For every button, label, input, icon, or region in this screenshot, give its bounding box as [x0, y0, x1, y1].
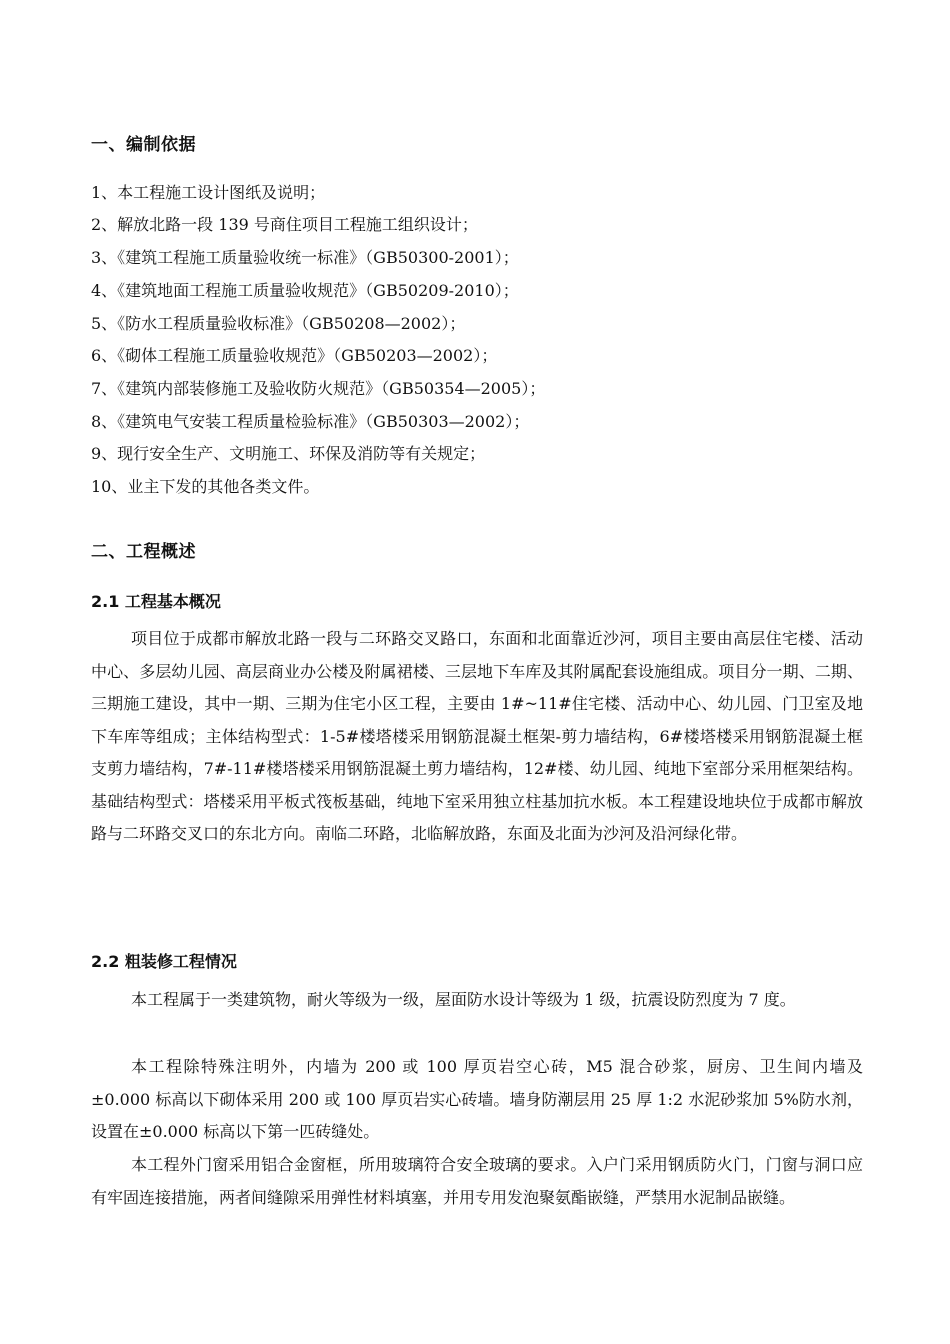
- basis-item-1: 1、本工程施工设计图纸及说明；: [91, 183, 326, 202]
- basis-item-10: 10、业主下发的其他各类文件。: [91, 477, 320, 496]
- subsection-2-2-paragraph-3: 本工程外门窗采用铝合金窗框，所用玻璃符合安全玻璃的要求。入户门采用钢质防火门，门窗与洞口应有牢固连接措施，两者间缝隙采用弹性材料填塞，并用专用发泡聚氨酯嵌缝，严禁用水泥制品嵌缝。: [91, 1155, 863, 1207]
- subsection-2-1-heading: 2.1 工程基本概况: [91, 592, 221, 611]
- basis-item-5: 5、《防水工程质量验收标准》（GB50208—2002）；: [91, 314, 466, 333]
- basis-item-3: 3、《建筑工程施工质量验收统一标准》（GB50300-2001）；: [91, 248, 519, 267]
- section-2-heading: 二、工程概述: [91, 542, 196, 562]
- basis-item-7: 7、《建筑内部装修施工及验收防火规范》（GB50354—2005）；: [91, 379, 546, 398]
- subsection-2-2-paragraph-1: 本工程属于一类建筑物，耐火等级为一级，屋面防水设计等级为 1 级，抗震设防烈度为 7 度。: [131, 990, 796, 1009]
- basis-item-4: 4、《建筑地面工程施工质量验收规范》（GB50209-2010）；: [91, 281, 519, 300]
- basis-item-8: 8、《建筑电气安装工程质量检验标准》（GB50303—2002）；: [91, 412, 530, 431]
- subsection-2-2-paragraph-2: 本工程除特殊注明外，内墙为 200 或 100 厚页岩空心砖，M5 混合砂浆，厨房、卫生间内墙及±0.000 标高以下砌体采用 200 或 100 厚页岩实心砖墙。墙身防潮层用 25 厚 1:2 水泥砂浆加 5%防水剂，设置在±0.000 标高以下第一匹砖缝处。: [91, 1057, 863, 1141]
- subsection-2-1-paragraph: 项目位于成都市解放北路一段与二环路交叉路口，东面和北面靠近沙河，项目主要由高层住宅楼、活动中心、多层幼儿园、高层商业办公楼及附属裙楼、三层地下车库及其附属配套设施组成。项目分一期、二期、三期施工建设，其中一期、三期为住宅小区工程，主要由 1#~11#住宅楼、活动中心、幼儿园、门卫室及地下车库等组成；主体结构型式：1-5#楼塔楼采用钢筋混凝土框架-剪力墙结构，6#楼塔楼采用钢筋混凝土框支剪力墙结构，7#-11#楼塔楼采用钢筋混凝土剪力墙结构，12#楼、幼儿园、纯地下室部分采用框架结构。基础结构型式：塔楼采用平板式筏板基础，纯地下室采用独立柱基加抗水板。本工程建设地块位于成都市解放路与二环路交叉口的东北方向。南临二环路，北临解放路，东面及北面为沙河及沿河绿化带。: [91, 629, 863, 843]
- basis-item-2: 2、解放北路一段 139 号商住项目工程施工组织设计；: [91, 215, 478, 234]
- basis-item-6: 6、《砌体工程施工质量验收规范》（GB50203—2002）；: [91, 346, 498, 365]
- basis-item-9: 9、现行安全生产、文明施工、环保及消防等有关规定；: [91, 444, 486, 463]
- subsection-2-2-heading: 2.2 粗装修工程情况: [91, 952, 237, 971]
- section-1-heading: 一、编制依据: [91, 135, 196, 155]
